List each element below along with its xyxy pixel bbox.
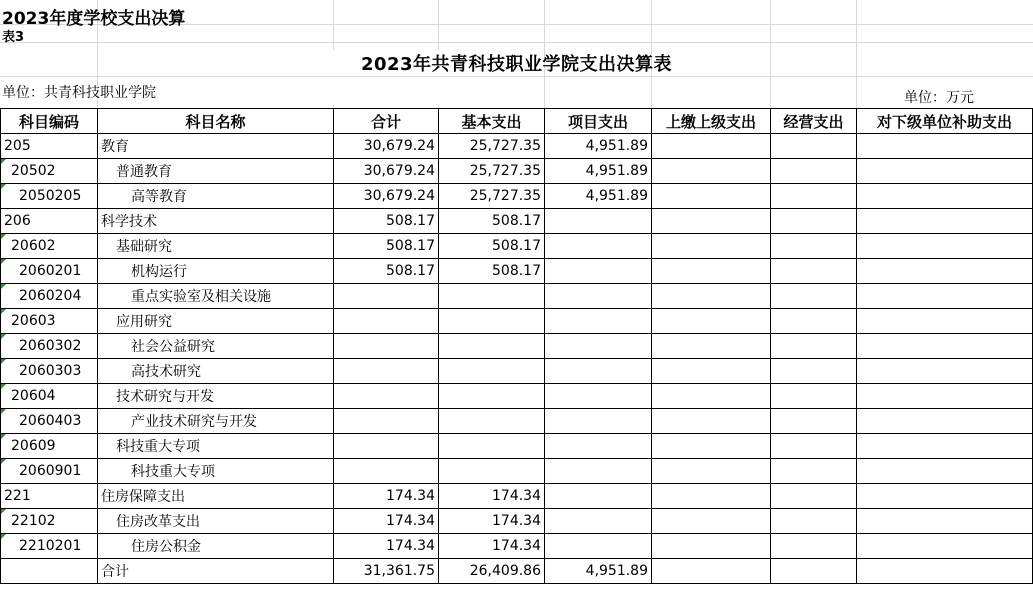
cell-basic[interactable]: 174.34 [439, 534, 545, 559]
cell-name[interactable]: 科学技术 [98, 209, 334, 234]
cell-remit[interactable] [652, 534, 771, 559]
table-row [1, 509, 1033, 534]
document-title: 2023年度学校支出决算 [2, 9, 186, 29]
cell-code[interactable]: 206 [1, 209, 98, 234]
cell-operating[interactable] [771, 234, 857, 259]
cell-project[interactable] [545, 409, 652, 434]
cell-name[interactable]: 科技重大专项 [98, 434, 334, 459]
cell-project[interactable] [545, 384, 652, 409]
cell-operating[interactable] [771, 284, 857, 309]
cell-subsidy[interactable] [857, 209, 1033, 234]
cell-project[interactable]: 4,951.89 [545, 184, 652, 209]
cell-remit[interactable] [652, 459, 771, 484]
cell-operating[interactable] [771, 484, 857, 509]
cell-project[interactable]: 4,951.89 [545, 559, 652, 584]
cell-project[interactable] [545, 434, 652, 459]
header-total: 合计 [334, 109, 439, 134]
cell-project[interactable]: 4,951.89 [545, 159, 652, 184]
header-remit: 上缴上级支出 [652, 109, 771, 134]
cell-code[interactable]: 2050205 [1, 184, 98, 209]
cell-remit[interactable] [652, 359, 771, 384]
cell-basic[interactable]: 508.17 [439, 259, 545, 284]
cell-remit[interactable] [652, 509, 771, 534]
table-row [1, 159, 1033, 184]
header-row [1, 109, 1033, 134]
table-row [1, 259, 1033, 284]
cell-project[interactable] [545, 509, 652, 534]
header-project: 项目支出 [545, 109, 652, 134]
cell-total[interactable]: 508.17 [334, 209, 439, 234]
cell-operating[interactable] [771, 509, 857, 534]
total-row [1, 559, 1033, 584]
cell-code[interactable]: 2060901 [1, 459, 98, 484]
table-row [1, 384, 1033, 409]
cell-operating[interactable] [771, 384, 857, 409]
cell-project[interactable] [545, 534, 652, 559]
table-row [1, 434, 1033, 459]
cell-remit[interactable] [652, 434, 771, 459]
cell-subsidy[interactable] [857, 534, 1033, 559]
table-row [1, 234, 1033, 259]
cell-name[interactable]: 高技术研究 [98, 359, 334, 384]
cell-subsidy[interactable] [857, 434, 1033, 459]
header-name: 科目名称 [98, 109, 334, 134]
cell-total[interactable]: 31,361.75 [334, 559, 439, 584]
cell-operating[interactable] [771, 259, 857, 284]
header-operating: 经营支出 [771, 109, 857, 134]
cell-project[interactable] [545, 234, 652, 259]
expenditure-table [0, 108, 1033, 584]
cell-subsidy[interactable] [857, 484, 1033, 509]
cell-code[interactable]: 2060201 [1, 259, 98, 284]
cell-total[interactable]: 30,679.24 [334, 159, 439, 184]
table-row [1, 484, 1033, 509]
cell-basic[interactable] [439, 409, 545, 434]
cell-name[interactable]: 社会公益研究 [98, 334, 334, 359]
cell-remit[interactable] [652, 284, 771, 309]
table-row [1, 209, 1033, 234]
cell-basic[interactable]: 25,727.35 [439, 159, 545, 184]
table-row [1, 309, 1033, 334]
cell-subsidy[interactable] [857, 384, 1033, 409]
cell-total[interactable] [334, 359, 439, 384]
cell-code[interactable]: 2210201 [1, 534, 98, 559]
header-code: 科目编码 [1, 109, 98, 134]
cell-name[interactable]: 重点实验室及相关设施 [98, 284, 334, 309]
cell-remit[interactable] [652, 234, 771, 259]
cell-basic[interactable] [439, 284, 545, 309]
cell-basic[interactable] [439, 359, 545, 384]
cell-code[interactable]: 205 [1, 134, 98, 159]
cell-remit[interactable] [652, 184, 771, 209]
cell-remit[interactable] [652, 209, 771, 234]
cell-total[interactable] [334, 434, 439, 459]
header-basic: 基本支出 [439, 109, 545, 134]
cell-name[interactable]: 产业技术研究与开发 [98, 409, 334, 434]
cell-code[interactable]: 20609 [1, 434, 98, 459]
cell-name[interactable]: 高等教育 [98, 184, 334, 209]
cell-code[interactable]: 2060302 [1, 334, 98, 359]
cell-basic[interactable]: 174.34 [439, 509, 545, 534]
cell-total[interactable]: 508.17 [334, 259, 439, 284]
cell-operating[interactable] [771, 159, 857, 184]
cell-total[interactable] [334, 334, 439, 359]
header-subsidy: 对下级单位补助支出 [857, 109, 1033, 134]
cell-remit[interactable] [652, 384, 771, 409]
cell-project[interactable] [545, 309, 652, 334]
cell-code[interactable]: 2060303 [1, 359, 98, 384]
cell-operating[interactable] [771, 534, 857, 559]
table-row [1, 134, 1033, 159]
cell-code[interactable]: 20604 [1, 384, 98, 409]
cell-code[interactable]: 2060403 [1, 409, 98, 434]
cell-basic[interactable]: 26,409.86 [439, 559, 545, 584]
cell-project[interactable] [545, 359, 652, 384]
cell-subsidy[interactable] [857, 134, 1033, 159]
cell-total[interactable] [334, 409, 439, 434]
cell-total[interactable]: 508.17 [334, 234, 439, 259]
cell-operating[interactable] [771, 359, 857, 384]
table-row [1, 284, 1033, 309]
cell-total[interactable]: 174.34 [334, 484, 439, 509]
cell-name[interactable]: 住房改革支出 [98, 509, 334, 534]
cell-remit[interactable] [652, 159, 771, 184]
cell-remit[interactable] [652, 259, 771, 284]
cell-remit[interactable] [652, 484, 771, 509]
cell-subsidy[interactable] [857, 159, 1033, 184]
cell-project[interactable] [545, 209, 652, 234]
cell-code[interactable]: 20502 [1, 159, 98, 184]
cell-code[interactable]: 20603 [1, 309, 98, 334]
cell-name[interactable]: 住房公积金 [98, 534, 334, 559]
cell-total[interactable]: 174.34 [334, 509, 439, 534]
cell-subsidy[interactable] [857, 359, 1033, 384]
cell-subsidy[interactable] [857, 309, 1033, 334]
cell-name[interactable]: 住房保障支出 [98, 484, 334, 509]
cell-operating[interactable] [771, 459, 857, 484]
table-row [1, 359, 1033, 384]
cell-project[interactable] [545, 484, 652, 509]
cell-project[interactable] [545, 334, 652, 359]
cell-name[interactable]: 技术研究与开发 [98, 384, 334, 409]
cell-total[interactable]: 30,679.24 [334, 184, 439, 209]
cell-subsidy[interactable] [857, 234, 1033, 259]
cell-total[interactable]: 174.34 [334, 534, 439, 559]
cell-total[interactable] [334, 284, 439, 309]
cell-total[interactable] [334, 309, 439, 334]
cell-total[interactable] [334, 384, 439, 409]
cell-operating[interactable] [771, 434, 857, 459]
cell-code[interactable]: 221 [1, 484, 98, 509]
table-row [1, 184, 1033, 209]
table-row [1, 459, 1033, 484]
cell-operating[interactable] [771, 309, 857, 334]
unit-currency: 单位：万元 [904, 90, 974, 106]
cell-subsidy[interactable] [857, 184, 1033, 209]
cell-operating[interactable] [771, 409, 857, 434]
table-row [1, 534, 1033, 559]
cell-subsidy[interactable] [857, 459, 1033, 484]
cell-remit[interactable] [652, 134, 771, 159]
gridline [0, 42, 1033, 43]
cell-name[interactable]: 基础研究 [98, 234, 334, 259]
table-row [1, 334, 1033, 359]
cell-subsidy[interactable] [857, 334, 1033, 359]
cell-subsidy[interactable] [857, 559, 1033, 584]
cell-basic[interactable] [439, 334, 545, 359]
cell-code[interactable]: 20602 [1, 234, 98, 259]
cell-code[interactable]: 2060204 [1, 284, 98, 309]
cell-operating[interactable] [771, 184, 857, 209]
cell-code[interactable] [1, 559, 98, 584]
cell-operating[interactable] [771, 334, 857, 359]
cell-name[interactable]: 应用研究 [98, 309, 334, 334]
cell-subsidy[interactable] [857, 259, 1033, 284]
cell-subsidy[interactable] [857, 509, 1033, 534]
cell-operating[interactable] [771, 134, 857, 159]
cell-project[interactable] [545, 459, 652, 484]
cell-basic[interactable]: 25,727.35 [439, 184, 545, 209]
cell-basic[interactable] [439, 309, 545, 334]
gridline [0, 76, 1033, 77]
cell-basic[interactable]: 508.17 [439, 234, 545, 259]
table-row [1, 409, 1033, 434]
cell-remit[interactable] [652, 409, 771, 434]
cell-remit[interactable] [652, 309, 771, 334]
table-title: 2023年共青科技职业学院支出决算表 [360, 54, 673, 75]
cell-basic[interactable] [439, 434, 545, 459]
cell-name[interactable]: 机构运行 [98, 259, 334, 284]
unit-organization: 单位：共青科技职业学院 [2, 85, 156, 101]
cell-name[interactable]: 科技重大专项 [98, 459, 334, 484]
cell-subsidy[interactable] [857, 284, 1033, 309]
cell-name[interactable]: 教育 [98, 134, 334, 159]
cell-remit[interactable] [652, 334, 771, 359]
cell-total[interactable]: 30,679.24 [334, 134, 439, 159]
cell-project[interactable] [545, 284, 652, 309]
cell-code[interactable]: 22102 [1, 509, 98, 534]
cell-remit[interactable] [652, 559, 771, 584]
table-number: 表3 [2, 30, 25, 45]
cell-basic[interactable]: 174.34 [439, 484, 545, 509]
cell-basic[interactable] [439, 384, 545, 409]
cell-name[interactable]: 合计 [98, 559, 334, 584]
cell-basic[interactable]: 25,727.35 [439, 134, 545, 159]
cell-total[interactable] [334, 459, 439, 484]
cell-project[interactable] [545, 259, 652, 284]
cell-basic[interactable]: 508.17 [439, 209, 545, 234]
cell-subsidy[interactable] [857, 409, 1033, 434]
cell-basic[interactable] [439, 459, 545, 484]
cell-operating[interactable] [771, 209, 857, 234]
cell-project[interactable]: 4,951.89 [545, 134, 652, 159]
cell-operating[interactable] [771, 559, 857, 584]
cell-name[interactable]: 普通教育 [98, 159, 334, 184]
